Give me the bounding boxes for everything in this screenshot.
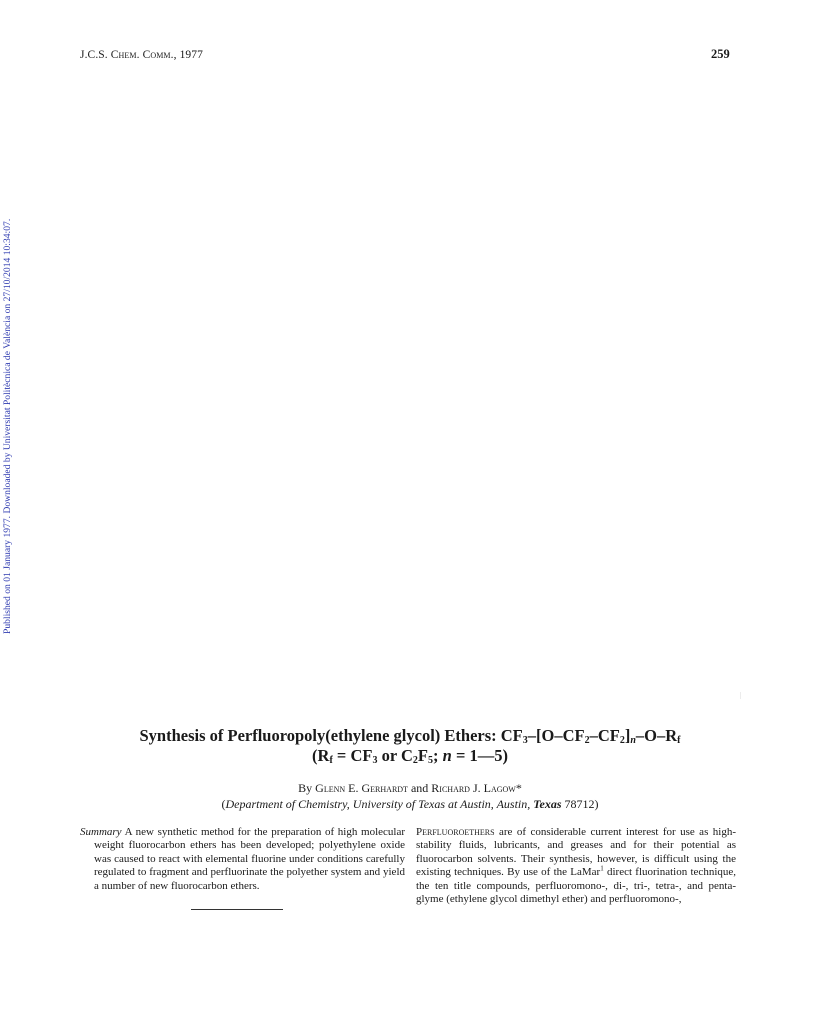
journal-chem: Chem.	[110, 49, 140, 61]
page-number: 259	[711, 47, 730, 61]
summary-label: Summary	[80, 826, 122, 838]
author-gerhardt: Glenn E. Gerhardt	[315, 781, 408, 795]
download-watermark[interactable]: Published on 01 January 1977. Downloaded by Universitat Politècnica de València on 27/10/2014 10:34:07.	[2, 218, 13, 634]
authors-line: By Glenn E. Gerhardt and Richard J. Lagow*	[298, 781, 522, 795]
body-paragraph: Perfluoroethers are of considerable current interest for use as high-stability fluids, lubricants, and greases and for their potential as fluorocarbon solvents. Their synthesis, however, is difficult using the existing techniques. By use of the LaMar$^1$ direct fluorination technique, the ten title compounds, perfluoromono-, di-, tri-, tetra-, and penta-glyme (ethylene glycol dimethyl ether) and perfluoromono-,	[416, 826, 737, 906]
reference-1[interactable]: 1	[600, 864, 604, 873]
summary-paragraph: Summary A new synthetic method for the preparation of high molecular weight fluorocarbon ethers has been developed; polyethylene oxide was caused to react with elemental fluorine under conditions carefully regulated to fragment and perfluorinate the polyether system and yield a number of new fluorocarbon ethers.	[80, 826, 405, 892]
title-line-1: Synthesis of Perfluoropoly(ethylene glycol) Ethers: $CF_3-[O-CF_2-CF_2]_n-O-R_f$	[139, 726, 681, 746]
article-title	[80, 726, 740, 766]
summary-divider	[191, 909, 283, 910]
author-lagow: Richard J. Lagow*	[431, 781, 522, 795]
scan-mark	[740, 692, 741, 699]
affiliation: (Department of Chemistry, University of Texas at Austin, Austin, Texas 78712)	[221, 797, 599, 811]
summary-column	[80, 826, 405, 893]
body-lead: Perfluoroethers	[416, 826, 495, 838]
body-column	[416, 826, 736, 906]
running-header-journal: J.C.S. Chem. Comm., 1977	[80, 49, 203, 61]
journal-comm: Comm.	[142, 49, 174, 61]
title-line-2: ($R_f = CF_3$ or $C_2F_5$; n = 1—5)	[312, 746, 508, 766]
